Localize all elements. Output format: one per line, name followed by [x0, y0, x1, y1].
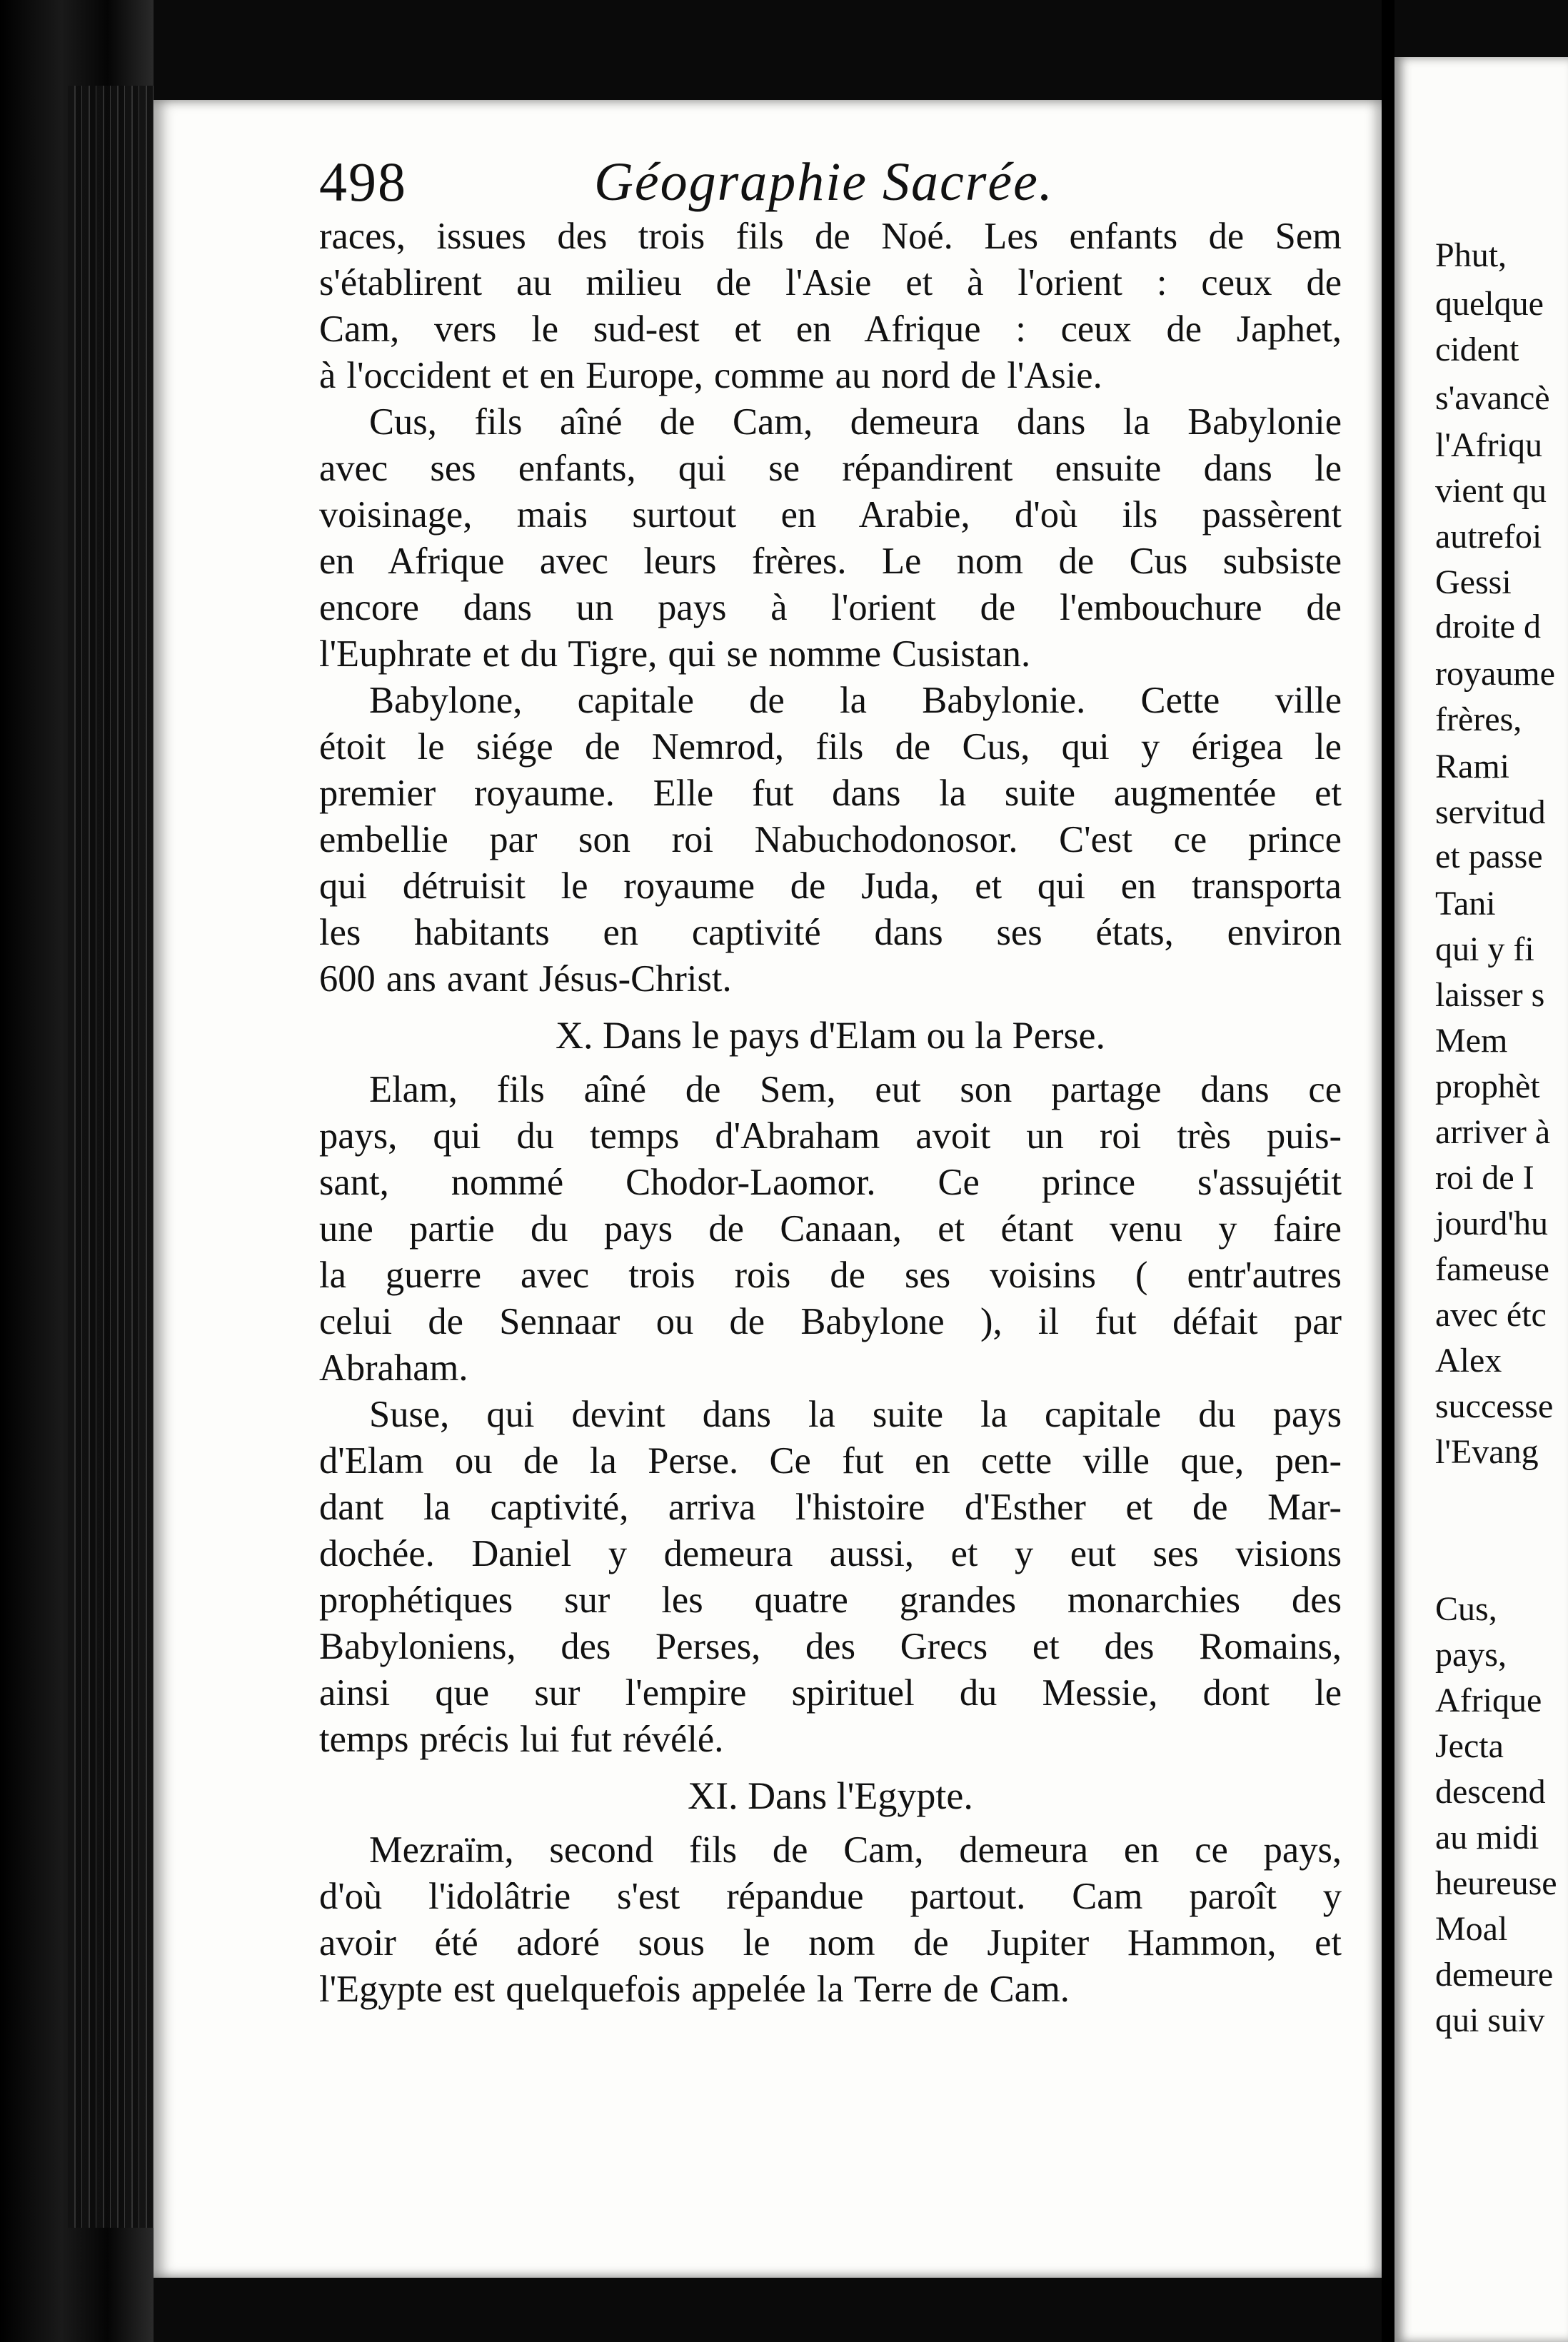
right-fragment: servitud: [1435, 793, 1546, 831]
right-fragment: Afrique: [1435, 1682, 1542, 1719]
right-fragment: autrefoi: [1435, 518, 1542, 556]
right-fragment: Rami: [1435, 748, 1509, 785]
running-title: Géographie Sacrée.: [594, 152, 1054, 212]
right-fragment: demeure: [1435, 1956, 1554, 1994]
text-line: encore dans un pays à l'orient de l'embouchure de: [319, 587, 1342, 628]
right-fragment: laisser s: [1435, 976, 1545, 1014]
right-fragment: quelque: [1435, 285, 1544, 323]
text-line: Babyloniens, des Perses, des Grecs et des Romains,: [319, 1626, 1342, 1667]
section-heading-xi: XI. Dans l'Egypte.: [688, 1774, 973, 1817]
paragraph-cus: [319, 399, 1342, 678]
right-fragment: qui suiv: [1435, 2001, 1545, 2039]
page-edges: [68, 86, 154, 2228]
right-fragment: s'avancè: [1435, 379, 1550, 417]
right-fragment: Jecta: [1435, 1727, 1504, 1765]
text-line: Abraham.: [319, 1347, 468, 1389]
right-fragment: fameuse: [1435, 1250, 1549, 1288]
text-line: Cam, vers le sud-est et en Afrique : ceux de Japhet,: [319, 308, 1342, 350]
left-page-text: [319, 143, 1342, 2013]
right-fragment: royaume: [1435, 655, 1555, 693]
text-line: premier royaume. Elle fut dans la suite augmentée et: [319, 773, 1342, 814]
text-line: Elam, fils aîné de Sem, eut son partage dans ce: [369, 1069, 1342, 1110]
text-line: celui de Sennaar ou de Babylone ), il fut défait par: [319, 1301, 1342, 1342]
paragraph-mezraim: [319, 1827, 1342, 2013]
right-fragment: Moal: [1435, 1910, 1508, 1948]
text-line: qui détruisit le royaume de Juda, et qui en transporta: [319, 865, 1342, 907]
text-line: voisinage, mais surtout en Arabie, d'où ils passèrent: [319, 494, 1342, 536]
right-fragment: Phut,: [1435, 236, 1507, 274]
right-fragment: cident: [1435, 331, 1519, 368]
text-line: pays, qui du temps d'Abraham avoit un roi très puis-: [319, 1115, 1342, 1157]
text-line: prophétiques sur les quatre grandes monarchies des: [319, 1579, 1342, 1621]
text-line: s'établirent au milieu de l'Asie et à l'orient : ceux de: [319, 262, 1342, 303]
text-line: d'où l'idolâtrie s'est répandue partout. Cam paroît y: [319, 1876, 1342, 1917]
text-line: avoir été adoré sous le nom de Jupiter Hammon, et: [319, 1922, 1342, 1964]
text-line: dant la captivité, arriva l'histoire d'Esther et de Mar-: [319, 1487, 1342, 1528]
page-number: 498: [319, 151, 407, 213]
right-fragment: descend: [1435, 1773, 1546, 1811]
right-fragment: Tani: [1435, 885, 1496, 923]
paragraph-races: [319, 213, 1342, 399]
text-line: d'Elam ou de la Perse. Ce fut en cette ville que, pen-: [319, 1440, 1342, 1482]
paragraph-elam: [319, 1067, 1342, 1392]
right-fragment: prophèt: [1435, 1067, 1540, 1105]
book-fold: [1382, 0, 1394, 2342]
right-fragment: jourd'hu: [1435, 1205, 1548, 1242]
right-fragment: vient qu: [1435, 472, 1547, 510]
right-fragment: heureuse: [1435, 1864, 1557, 1902]
text-line: Suse, qui devint dans la suite la capitale du pays: [369, 1394, 1342, 1435]
text-line: étoit le siége de Nemrod, fils de Cus, qui y érigea le: [319, 726, 1342, 768]
text-line: ainsi que sur l'empire spirituel du Messie, dont le: [319, 1672, 1342, 1714]
right-fragment: Cus,: [1435, 1590, 1497, 1628]
text-line: dochée. Daniel y demeura aussi, et y eut ses visions: [319, 1533, 1342, 1574]
text-line: la guerre avec trois rois de ses voisins ( entr'autres: [319, 1255, 1342, 1296]
right-fragment: arriver à: [1435, 1113, 1551, 1151]
right-fragment: frères,: [1435, 700, 1522, 738]
paragraph-babylone: [319, 678, 1342, 1002]
right-fragment: et passe: [1435, 838, 1543, 875]
right-fragment: Gessi: [1435, 563, 1512, 601]
right-fragment: Alex: [1435, 1342, 1502, 1379]
right-fragment: droite d: [1435, 608, 1541, 645]
right-fragment: au midi: [1435, 1819, 1539, 1856]
right-fragment: Mem: [1435, 1022, 1508, 1060]
text-line: l'Egypte est quelquefois appelée la Terre de Cam.: [319, 1969, 1070, 2010]
text-line: embellie par son roi Nabuchodonosor. C'est ce prince: [319, 819, 1342, 860]
text-line: sant, nommé Chodor-Laomor. Ce prince s'assujétit: [319, 1162, 1342, 1203]
right-fragment: pays,: [1435, 1636, 1507, 1674]
right-fragment: roi de I: [1435, 1159, 1534, 1197]
text-line: Mezraïm, second fils de Cam, demeura en ce pays,: [369, 1829, 1342, 1871]
text-line: une partie du pays de Canaan, et étant venu y faire: [319, 1208, 1342, 1250]
right-fragment: qui y fi: [1435, 930, 1534, 968]
text-line: en Afrique avec leurs frères. Le nom de Cus subsiste: [319, 541, 1342, 582]
section-heading-x: X. Dans le pays d'Elam ou la Perse.: [555, 1014, 1106, 1057]
right-fragment: avec étc: [1435, 1296, 1547, 1334]
text-line: l'Euphrate et du Tigre, qui se nomme Cusistan.: [319, 633, 1031, 675]
right-fragment: l'Evang: [1435, 1433, 1539, 1471]
text-line: avec ses enfants, qui se répandirent ensuite dans le: [319, 448, 1342, 489]
right-fragment: successe: [1435, 1387, 1554, 1425]
right-fragment: l'Afriqu: [1435, 426, 1542, 464]
text-line: Babylone, capitale de la Babylonie. Cette ville: [369, 680, 1342, 721]
page-header: [319, 143, 1342, 211]
text-line: à l'occident et en Europe, comme au nord de l'Asie.: [319, 355, 1102, 396]
text-line: races, issues des trois fils de Noé. Les enfants de Sem: [319, 216, 1342, 257]
paragraph-suse: [319, 1392, 1342, 1763]
text-line: temps précis lui fut révélé.: [319, 1719, 724, 1760]
text-line: Cus, fils aîné de Cam, demeura dans la Babylonie: [369, 401, 1342, 443]
text-line: les habitants en captivité dans ses états, environ: [319, 912, 1342, 953]
text-line: 600 ans avant Jésus-Christ.: [319, 958, 732, 1000]
